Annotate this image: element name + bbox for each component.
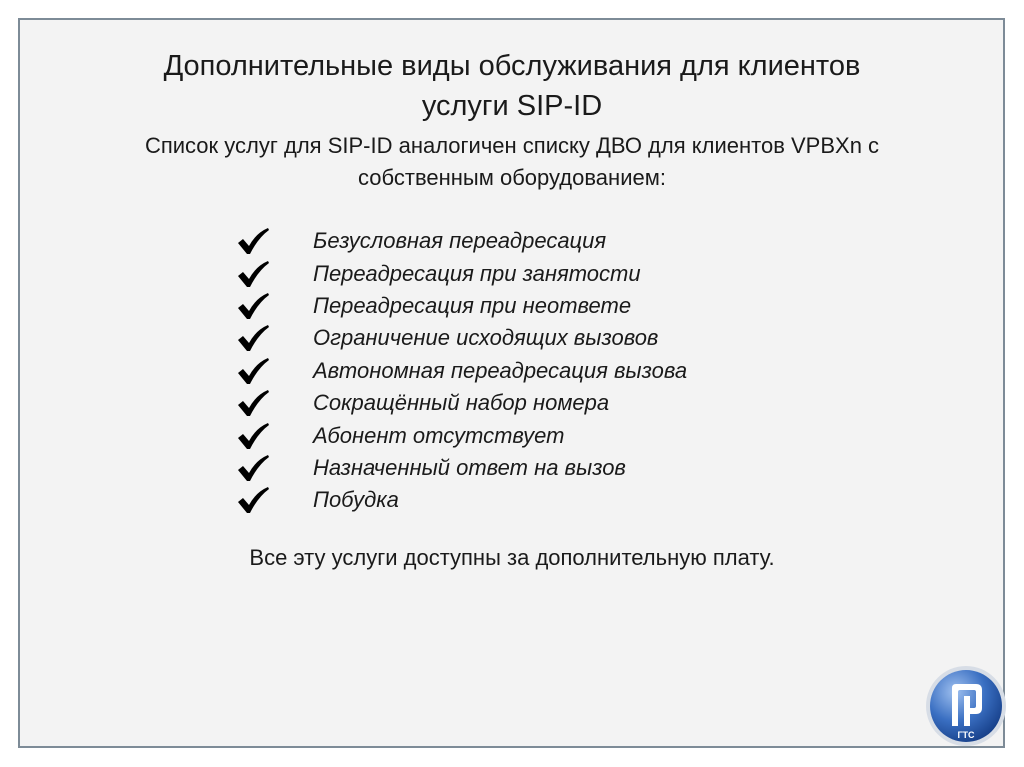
service-label: Сокращённый набор номера [313,390,610,416]
service-label: Автономная переадресация вызова [313,357,688,383]
check-icon [235,485,271,515]
slide-subtitle [40,130,984,194]
gts-logo-icon [924,664,1008,748]
list-item [235,355,687,387]
service-label: Безусловная переадресация [313,228,607,254]
check-icon [235,259,271,289]
list-item [235,419,687,451]
check-icon [235,226,271,256]
list-item [235,387,687,419]
list-item [235,322,687,354]
service-label: Переадресация при неответе [313,292,632,318]
service-label: Назначенный ответ на вызов [313,454,626,480]
list-item [235,290,687,322]
service-label: Побудка [313,487,399,513]
list-item [235,257,687,289]
check-icon [235,291,271,321]
check-icon [235,356,271,386]
slide-title-line1: Дополнительные виды обслуживания для клиентов [163,50,861,82]
check-icon [235,421,271,451]
slide-title-line2: услуги SIP-ID [421,90,603,122]
service-label: Абонент отсутствует [313,422,565,448]
list-item [235,225,687,257]
slide-title [0,46,1024,126]
service-label: Ограничение исходящих вызовов [313,325,659,351]
service-label: Переадресация при занятости [313,260,641,286]
logo-text: ГТС [957,730,975,740]
list-item [235,484,687,516]
slide-subtitle-line2: собственным оборудованием: [358,165,666,190]
check-icon [235,453,271,483]
list-item [235,452,687,484]
check-icon [235,388,271,418]
slide-subtitle-line1: Список услуг для SIP-ID аналогичен списку ДВО для клиентов VPBXn с [144,133,880,158]
footnote: Все эту услуги доступны за дополнительную плату. [249,545,775,570]
check-icon [235,323,271,353]
service-list [235,225,687,517]
